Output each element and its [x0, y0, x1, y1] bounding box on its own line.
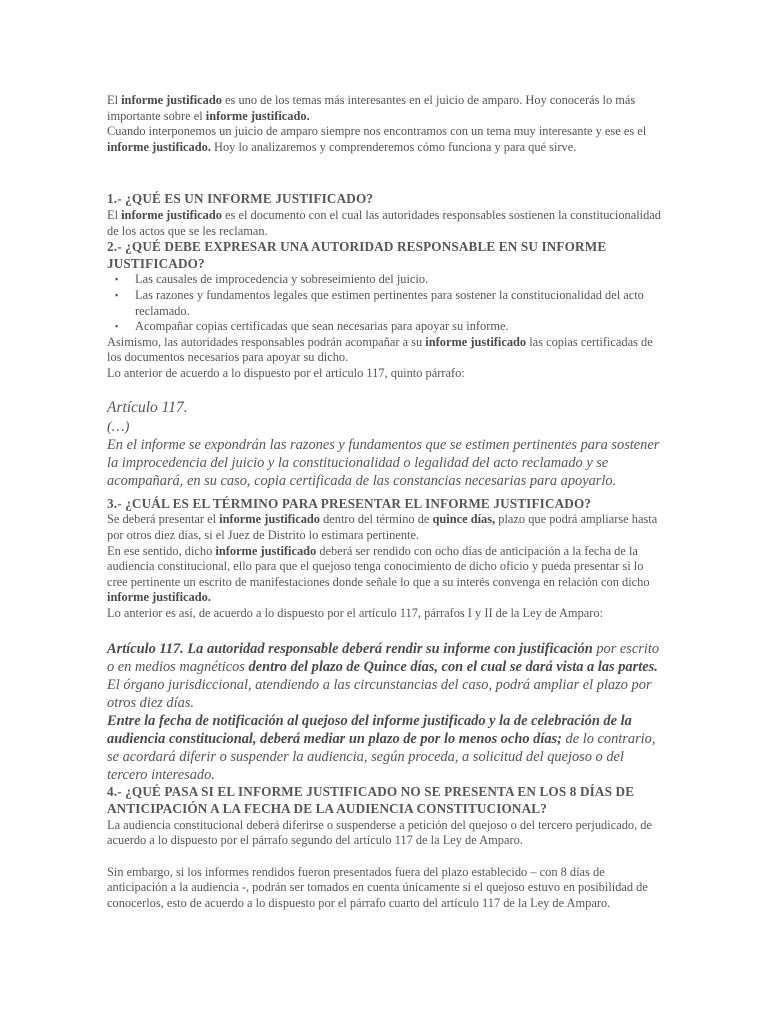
quote-2-paragraph-1: Artículo 117. La autoridad responsable deberá rendir su informe con justificación por escrito o en medios magnéticos dentro del plazo de Quince días, con el cual se dará vista a las partes. El órgano jurisdiccional, atendiendo a las circunstancias del caso, podrá ampliar el plazo por otros diez días.	[107, 640, 660, 711]
intro-paragraph-1: El informe justificado es uno de los temas más interesantes en el juicio de amparo. Hoy conocerás lo más importante sobre el informe justificado.	[107, 93, 636, 123]
quote-1-text: En el informe se expondrán las razones y fundamentos que se estimen pertinentes para sostener la improcedencia del juicio y la constitucionalidad o legalidad del acto reclamado y se acompañará, en su caso, copia certificada de las constancias necesarias para apoyarlo.	[107, 436, 660, 489]
quote-1-ellipsis: (…)	[107, 418, 130, 435]
section-2-paragraph-2: Lo anterior de acuerdo a lo dispuesto por el artículo 117, quinto párrafo:	[107, 365, 465, 380]
section-3-paragraph-1: Se deberá presentar el informe justificado dentro del término de quince días, plazo que podrá ampliarse hasta por otros diez días, si el Juez de Distrito lo estimara pertinente.	[107, 512, 658, 543]
section-3-paragraph-2: En ese sentido, dicho informe justificado deberá ser rendido con ocho días de anticipación a la fecha de la audiencia constitucional, ello para que el quejoso tenga conocimiento de dicho oficio y pueda presentar si lo cree pertinente un escrito de manifestaciones donde señale lo que a su interés convenga en relación con dicho informe justificado.	[107, 543, 650, 605]
section-2-paragraph-1: Asimismo, las autoridades responsables podrán acompañar a su informe justificado las copias certificadas de los documentos necesarios para apoyar su dicho.	[107, 334, 653, 365]
section-2-bullet-list	[107, 272, 663, 334]
section-3-paragraph-3: Lo anterior es así, de acuerdo a lo dispuesto por el artículo 117, párrafos I y II de la Ley de Amparo:	[107, 606, 604, 621]
intro-paragraph-2: Cuando interponemos un juicio de amparo siempre nos encontramos con un tema muy interesante y ese es el informe justificado. Hoy lo analizaremos y comprenderemos cómo funciona y para qué sirve.	[107, 124, 647, 154]
bullet-square-icon: ▪	[115, 321, 119, 332]
quote-1-title: Artículo 117.	[107, 398, 188, 416]
section-1-heading: 1.- ¿QUÉ ES UN INFORME JUSTIFICADO?	[107, 191, 374, 207]
bullet-square-icon: ▪	[115, 289, 119, 300]
quote-2-paragraph-2: Entre la fecha de notificación al quejoso del informe justificado y la de celebración de la audiencia constitucional, deberá mediar un plazo de por lo menos ocho días; de lo contrario, se acordará diferir o suspender la audiencia, según proceda, a solicitud del quejoso o del tercero interesado.	[107, 713, 656, 784]
section-4-heading: 4.- ¿QUÉ PASA SI EL INFORME JUSTIFICADO NO SE PRESENTA EN LOS 8 DÍAS DE ANTICIPACIÓN A LA FECHA DE LA AUDIENCIA CONSTITUCIONAL?	[107, 784, 635, 816]
list-item: ▪ Las causales de improcedencia y sobreseimiento del juicio.	[115, 272, 429, 287]
list-item: ▪ Acompañar copias certificadas que sean necesarias para apoyar su informe.	[115, 319, 509, 334]
section-1-paragraph: El informe justificado es el documento con el cual las autoridades responsables sostienen la constitucionalidad de los actos que se les reclaman.	[107, 207, 662, 238]
section-3-heading: 3.- ¿CUÁL ES EL TÉRMINO PARA PRESENTAR EL INFORME JUSTIFICADO?	[107, 495, 592, 511]
document-body	[107, 93, 663, 912]
section-4-paragraph-2: Sin embargo, si los informes rendidos fueron presentados fuera del plazo establecido – con 8 días de anticipación a la audiencia -, podrán ser tomados en cuenta únicamente si el quejoso estuvo en posibilidad de conocerlos, esto de acuerdo a lo dispuesto por el párrafo cuarto del artículo 117 de la Ley de Amparo.	[107, 864, 648, 910]
section-2-heading: 2.- ¿QUÉ DEBE EXPRESAR UNA AUTORIDAD RESPONSABLE EN SU INFORME JUSTIFICADO?	[107, 239, 607, 271]
list-item: ▪ Las razones y fundamentos legales que estimen pertinentes para sostener la constitucionalidad del acto reclamado.	[115, 287, 644, 318]
section-4-paragraph-1: La audiencia constitucional deberá diferirse o suspenderse a petición del quejoso o del tercero perjudicado, de acuerdo a lo dispuesto por el párrafo segundo del artículo 117 de la Ley de Amparo.	[107, 817, 652, 848]
bullet-square-icon: ▪	[115, 274, 119, 285]
